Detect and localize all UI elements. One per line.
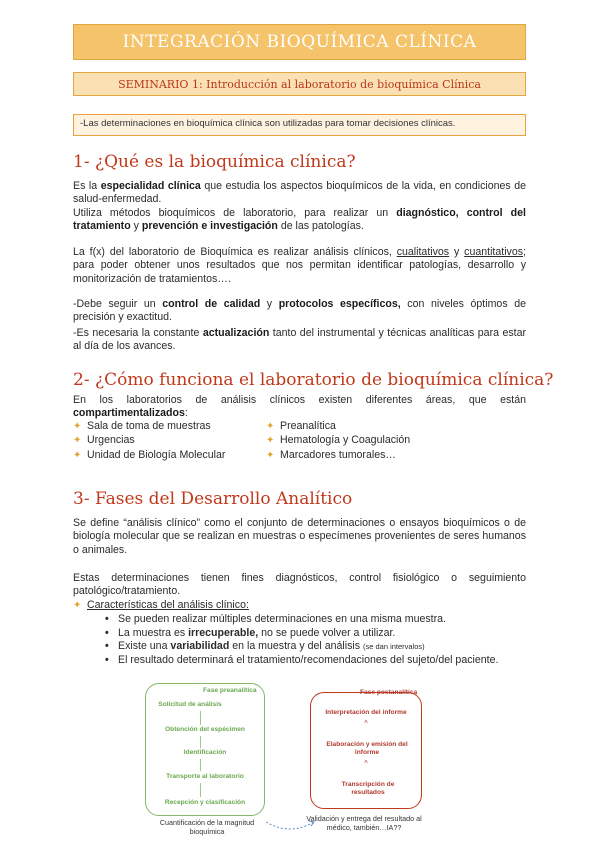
pre-step: Recepción y clasificación	[164, 799, 246, 806]
list-item: ✦ Unidad de Biología Molecular	[73, 448, 226, 461]
preanalytic-phase-title: Fase preanalítica	[203, 687, 257, 694]
star-bullet-icon: ✦	[73, 435, 82, 447]
bullet-dot-icon: •	[105, 640, 109, 653]
section-3-paragraph-2: Estas determinaciones tienen fines diagnósticos, control fisiológico o seguimiento patológico/tratamiento.	[73, 572, 526, 598]
section-3-heading: 3- Fases del Desarrollo Analítico	[73, 489, 353, 509]
star-bullet-icon: ✦	[266, 435, 275, 447]
list-item: • Existe una variabilidad en la muestra y del análisis (se dan intervalos)	[105, 640, 425, 653]
connector-line	[200, 783, 201, 797]
pre-step: Obtención del espécimen	[165, 726, 245, 733]
connector-line	[200, 736, 201, 748]
page-title: INTEGRACIÓN BIOQUÍMICA CLÍNICA	[122, 32, 477, 52]
bullet-dot-icon: •	[105, 626, 109, 639]
bullet-dot-icon: •	[105, 653, 109, 666]
caption-left: Cuantificación de la magnitud bioquímica	[159, 818, 255, 836]
star-bullet-icon: ✦	[73, 600, 82, 611]
list-item: • Se pueden realizar múltiples determinaciones en una misma muestra.	[105, 613, 446, 625]
list-item: ✦ Hematología y Coagulación	[266, 434, 411, 447]
lab-areas-list	[73, 420, 526, 462]
section-1-paragraph-1: Es la especialidad clínica que estudia los aspectos bioquímicos de la vida, en condiciones de salud-enfermedad.	[73, 180, 527, 206]
list-item: ✦ Urgencias	[73, 434, 135, 447]
arrow-icon: ˄	[364, 719, 368, 726]
section-2-paragraph-1: En los laboratorios de análisis clínicos existen diferentes áreas, que están compartimentalizados:	[73, 394, 526, 420]
section-2-heading: 2- ¿Cómo funciona el laboratorio de bioquímica clínica?	[73, 370, 554, 390]
section-1-paragraph-5: -Es necesaria la constante actualización tanto del instrumental y técnicas analíticas para estar al día de los avances.	[73, 327, 526, 353]
list-item: ✦ Sala de toma de muestras	[73, 420, 211, 432]
arrow-icon: ˄	[364, 759, 368, 766]
star-bullet-icon: ✦	[73, 449, 82, 461]
list-item: • La muestra es irrecuperable, no se puede volver a utilizar.	[105, 626, 396, 639]
star-bullet-icon: ✦	[73, 421, 82, 432]
list-item: ✦ Preanalítica	[266, 420, 336, 432]
page-subtitle: SEMINARIO 1: Introducción al laboratorio de bioquímica Clínica	[118, 77, 481, 91]
post-step: Elaboración y emisión del informe	[326, 741, 408, 756]
bullet-dot-icon: •	[105, 613, 109, 625]
list-item: ✦ Marcadores tumorales…	[266, 448, 396, 461]
star-bullet-icon: ✦	[266, 449, 275, 461]
subtitle-banner	[73, 72, 526, 96]
list-item: • El resultado determinará el tratamiento/recomendaciones del sujeto/del paciente.	[105, 653, 499, 666]
post-step: Interpretación del informe	[325, 709, 407, 716]
postanalytic-phase-title: Fase postanalítica	[360, 689, 418, 696]
pre-step: Solicitud de análisis	[158, 701, 222, 708]
note-box: -Las determinaciones en bioquímica clínica son utilizadas para tomar decisiones clínicas.	[73, 114, 526, 136]
pre-step: Identificación	[183, 749, 227, 756]
section-1-paragraph-4: -Debe seguir un control de calidad y protocolos específicos, con niveles óptimos de precisión y exactitud.	[73, 298, 526, 324]
connector-line	[200, 759, 201, 771]
title-banner	[73, 24, 526, 60]
pre-step: Transporte al laboratorio	[166, 773, 244, 780]
characteristics-list	[105, 613, 535, 667]
section-1-paragraph-2: Utiliza métodos bioquímicos de laboratorio, para realizar un diagnóstico, control del tratamiento y prevención e investigación de las patologías.	[73, 207, 526, 233]
section-1-heading: 1- ¿Qué es la bioquímica clínica?	[73, 152, 356, 172]
characteristics-heading: ✦ Características del análisis clínico:	[73, 599, 249, 611]
star-bullet-icon: ✦	[266, 421, 275, 432]
caption-right: Validación y entrega del resultado al médico, también…IA??	[306, 814, 422, 832]
section-1-paragraph-3: La f(x) del laboratorio de Bioquímica es realizar análisis clínicos, cualitativos y cuantitativos; para poder obtener unos resultados que nos permitan identificar patologías, desarrollo y monitorización de tratamientos….	[73, 246, 526, 285]
post-step: Transcripción de resultados	[341, 781, 395, 796]
section-3-paragraph-1: Se define “análisis clínico” como el conjunto de determinaciones o ensayos bioquímicos o de biología molecular que se realizan en muestras o especímenes provenientes de seres humanos o animales.	[73, 517, 526, 556]
connector-line	[200, 711, 201, 725]
